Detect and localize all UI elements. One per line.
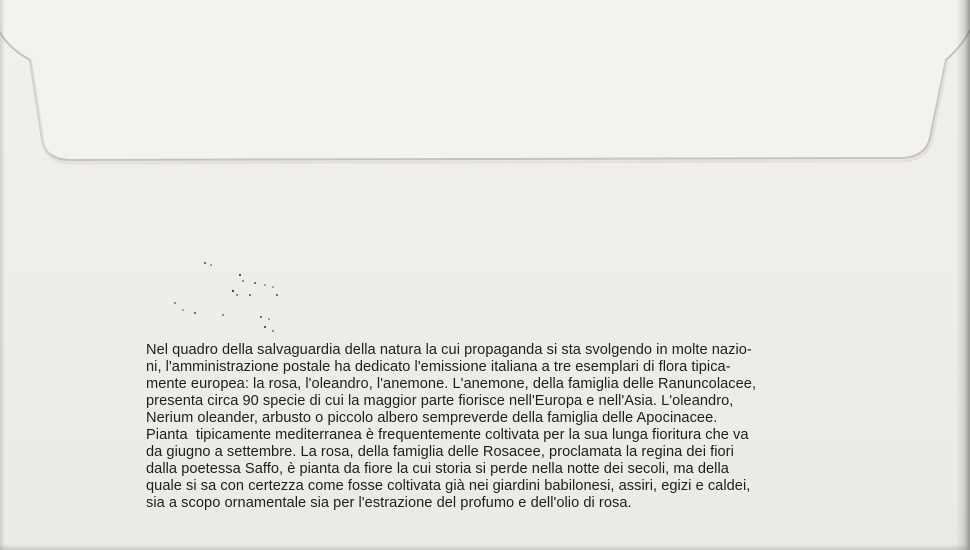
paper-edge-left [0, 0, 5, 550]
text-line: da giugno a settembre. La rosa, della famiglia delle Rosacee, proclamata la regina dei fiori [146, 444, 734, 460]
paper-edge-bottom [0, 544, 970, 550]
text-line: Pianta tipicamente mediterranea è frequentemente coltivata per la sua lunga fioritura che va [146, 427, 749, 443]
paper-specks [165, 255, 295, 345]
paper-edge-right [956, 0, 970, 550]
text-line: quale si sa con certezza come fosse coltivata già nei giardini babilonesi, assiri, egizi e caldei, [146, 478, 751, 494]
text-line: ni, l'amministrazione postale ha dedicato l'emissione italiana a tre esemplari di flora tipica- [146, 359, 731, 375]
description-text [146, 342, 836, 512]
envelope-flap [0, 0, 970, 170]
text-line: mente europea: la rosa, l'oleandro, l'anemone. L'anemone, della famiglia delle Ranuncolacee, [146, 376, 757, 392]
text-line: Nel quadro della salvaguardia della natura la cui propaganda si sta svolgendo in molte nazio- [146, 342, 752, 358]
text-line: sia a scopo ornamentale sia per l'estrazione del profumo e dell'olio di rosa. [146, 495, 632, 511]
text-line: presenta circa 90 specie di cui la maggior parte fiorisce nell'Europa e nell'Asia. L'oleandro, [146, 393, 734, 409]
text-line: dalla poetessa Saffo, è pianta da fiore la cui storia si perde nella notte dei secoli, ma della [146, 461, 729, 477]
text-line: Nerium oleander, arbusto o piccolo albero sempreverde della famiglia delle Apocinacee. [146, 410, 718, 426]
